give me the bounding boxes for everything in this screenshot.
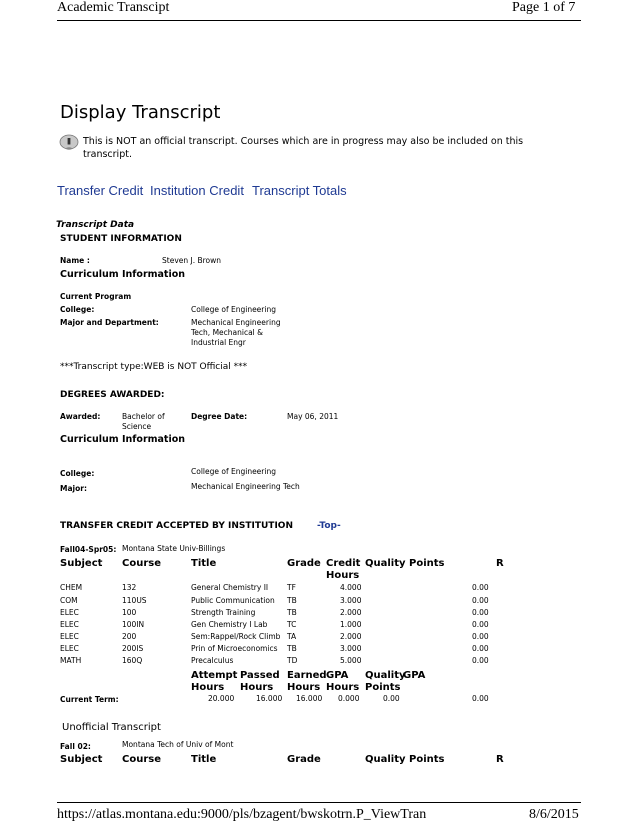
col-quality-points-2: Quality Points	[365, 754, 445, 765]
row-grade: TB	[287, 596, 297, 605]
total-passed: 16.000	[256, 694, 283, 703]
row-title: Gen Chemistry I Lab	[191, 620, 268, 629]
row-credit: 4.000	[340, 583, 362, 592]
info-icon	[59, 133, 79, 153]
row-course: 160Q	[122, 656, 143, 665]
row-course: 200IS	[122, 644, 144, 653]
row-credit: 5.000	[340, 656, 362, 665]
transfer-term-label: Fall04-Spr05:	[60, 545, 117, 554]
col-credit-hours: Credit Hours	[326, 558, 361, 581]
notice-text: This is NOT an official transcript. Courses which are in progress may also be included on this transcript.	[83, 136, 524, 160]
awarded-value: Bachelor of Science	[122, 412, 165, 431]
nav-transcript-totals[interactable]: Transcript Totals	[252, 183, 347, 198]
col-quality-points: Quality Points	[365, 558, 445, 569]
curriculum-header-2: Curriculum Information	[60, 434, 186, 445]
total-earned: 16.000	[296, 694, 323, 703]
degree-date-value: May 06, 2011	[287, 412, 339, 421]
page-title: Display Transcript	[60, 102, 221, 123]
current-program-label: Current Program	[60, 292, 132, 301]
row-qp: 0.00	[472, 608, 489, 617]
row-subject: MATH	[60, 656, 82, 665]
major-value: Mechanical Engineering Tech	[191, 482, 300, 491]
col-total-quality-points: Quality Points	[365, 670, 406, 693]
col-course-2: Course	[122, 754, 161, 765]
col-grade: Grade	[287, 558, 321, 569]
unofficial-term-label: Fall 02:	[60, 742, 91, 751]
row-qp: 0.00	[472, 583, 489, 592]
row-grade: TF	[287, 583, 296, 592]
row-grade: TB	[287, 644, 297, 653]
row-title: Prin of Microeconomics	[191, 644, 278, 653]
student-info-header: STUDENT INFORMATION	[60, 234, 182, 244]
row-subject: CHEM	[60, 583, 83, 592]
top-link[interactable]: -Top-	[317, 521, 341, 531]
major-dept-label: Major and Department:	[60, 318, 159, 327]
row-title: General Chemistry II	[191, 583, 269, 592]
col-passed-hours: Passed Hours	[240, 670, 280, 693]
total-attempt: 20.000	[208, 694, 235, 703]
header-rule	[57, 20, 581, 21]
transfer-institution: Montana State Univ-Billings	[122, 544, 226, 553]
total-qp: 0.00	[383, 694, 400, 703]
row-title: Sem:Rappel/Rock Climb	[191, 632, 281, 641]
college-label: College:	[60, 305, 95, 314]
row-course: 100IN	[122, 620, 145, 629]
row-course: 100	[122, 608, 137, 617]
name-value: Steven J. Brown	[162, 256, 222, 265]
college-value: College of Engineering	[191, 305, 276, 314]
row-grade: TD	[287, 656, 298, 665]
col-gpa: GPA	[403, 670, 426, 681]
row-qp: 0.00	[472, 596, 489, 605]
college-value-2: College of Engineering	[191, 467, 276, 476]
transfer-header: TRANSFER CREDIT ACCEPTED BY INSTITUTION	[60, 521, 293, 531]
col-subject-2: Subject	[60, 754, 103, 765]
footer-rule	[57, 802, 581, 803]
row-credit: 3.000	[340, 644, 362, 653]
row-title: Public Communication	[191, 596, 275, 605]
unofficial-header: Unofficial Transcript	[62, 722, 161, 733]
unofficial-institution: Montana Tech of Univ of Mont	[122, 740, 234, 749]
row-subject: ELEC	[60, 644, 79, 653]
row-grade: TC	[287, 620, 297, 629]
name-label: Name :	[60, 256, 90, 265]
row-subject: ELEC	[60, 632, 79, 641]
footer-date: 8/6/2015	[529, 807, 579, 822]
degree-date-label: Degree Date:	[191, 412, 248, 421]
row-title: Precalculus	[191, 656, 234, 665]
col-earned-hours: Earned Hours	[287, 670, 327, 693]
row-qp: 0.00	[472, 656, 489, 665]
transcript-type: ***Transcript type:WEB is NOT Official ***	[60, 362, 248, 372]
row-qp: 0.00	[472, 644, 489, 653]
row-course: 200	[122, 632, 137, 641]
col-subject: Subject	[60, 558, 103, 569]
college-label-2: College:	[60, 469, 95, 478]
page-header-title: Academic Transcipt	[57, 0, 170, 15]
col-attempt-hours: Attempt Hours	[191, 670, 238, 693]
col-r: R	[496, 558, 504, 569]
row-credit: 1.000	[340, 620, 362, 629]
awarded-label: Awarded:	[60, 412, 101, 421]
row-grade: TB	[287, 608, 297, 617]
col-course: Course	[122, 558, 161, 569]
col-title-2: Title	[191, 754, 217, 765]
col-r-2: R	[496, 754, 504, 765]
major-dept-value: Mechanical Engineering Tech, Mechanical & Industrial Engr	[191, 318, 281, 347]
row-credit: 3.000	[340, 596, 362, 605]
major-label: Major:	[60, 484, 87, 493]
row-course: 110US	[122, 596, 147, 605]
page-number: Page 1 of 7	[512, 0, 576, 15]
row-title: Strength Training	[191, 608, 256, 617]
row-credit: 2.000	[340, 632, 362, 641]
col-gpa-hours: GPA Hours	[326, 670, 360, 693]
row-course: 132	[122, 583, 137, 592]
current-term-label: Current Term:	[60, 695, 119, 704]
row-grade: TA	[287, 632, 297, 641]
row-credit: 2.000	[340, 608, 362, 617]
row-subject: COM	[60, 596, 78, 605]
degrees-header: DEGREES AWARDED:	[60, 390, 165, 400]
row-qp: 0.00	[472, 632, 489, 641]
row-subject: ELEC	[60, 620, 79, 629]
nav-institution-credit[interactable]: Institution Credit	[150, 183, 244, 198]
col-grade-2: Grade	[287, 754, 321, 765]
total-gpa: 0.00	[472, 694, 489, 703]
footer-url: https://atlas.montana.edu:9000/pls/bzagent/bwskotrn.P_ViewTran	[57, 807, 427, 822]
col-title: Title	[191, 558, 217, 569]
nav-transfer-credit[interactable]: Transfer Credit	[57, 183, 144, 198]
total-gpa-hours: 0.000	[338, 694, 360, 703]
transcript-caption: Transcript Data	[56, 220, 135, 230]
curriculum-header: Curriculum Information	[60, 269, 186, 280]
row-subject: ELEC	[60, 608, 79, 617]
row-qp: 0.00	[472, 620, 489, 629]
